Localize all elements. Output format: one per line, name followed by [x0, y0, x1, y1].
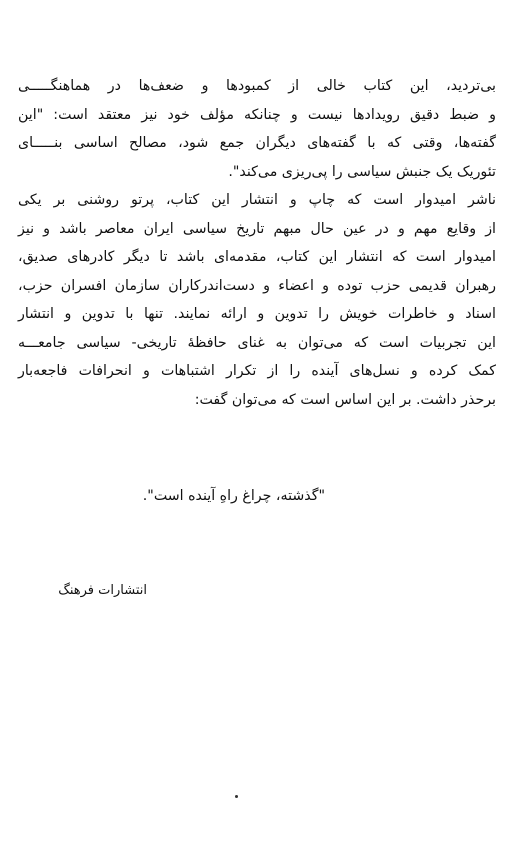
paragraph-publisher-hope	[18, 186, 496, 414]
text-line: از وقایع مهم و در عین حال مبهم تاریخ سیاسی ایران معاصر باشد و نیز	[18, 220, 496, 237]
closing-quote: "گذشته، چراغ راهِ آینده است".	[142, 488, 325, 504]
text-line: اسناد و خاطرات خویش را تدوین و ارائه نمایند. تنها با تدوین و انتشار	[18, 306, 496, 322]
text-line: تئوریک یک جنبش سیاسی را پی‌ریزی می‌کند".	[228, 163, 496, 180]
text-line: این تجربیات است که می‌توان به غنای حافظهٔ تاریخی- سیاسی جامعـــه	[18, 334, 496, 351]
text-line: بی‌تردید، این کتاب خالی از کمبودها و ضعف‌ها در هماهنگـــــی	[18, 78, 496, 94]
text-line: ناشر امیدوار است که چاپ و انتشار این کتاب، پرتو روشنی بر یکی	[18, 192, 496, 208]
text-line: برحذر داشت. بر این اساس است که می‌توان گفت:	[194, 391, 496, 408]
text-line: کمک کرده و نسل‌های آینده را از تکرار اشتباهات و انحرافات فاجعه‌بار	[18, 363, 496, 379]
publisher-signature: انتشارات فرهنگ	[58, 583, 147, 598]
text-line: رهبران قدیمی حزب توده و اعضاء و دست‌اندرکاران سازمان افسران حزب،	[18, 277, 496, 294]
paragraph-limitations	[18, 72, 496, 186]
text-line: گفته‌ها، وقتی که با گفته‌های دیگران جمع شود، مصالح اساسی بنـــــای	[18, 135, 496, 151]
page-mark	[235, 795, 238, 798]
text-line: امیدوار است که انتشار این کتاب، مقدمه‌ای باشد تا دیگر کادرهای صدیق،	[18, 249, 496, 265]
text-line: و ضبط دقیق رویدادها نیست و چنانکه مؤلف خود نیز معتقد است: "این	[18, 106, 496, 123]
